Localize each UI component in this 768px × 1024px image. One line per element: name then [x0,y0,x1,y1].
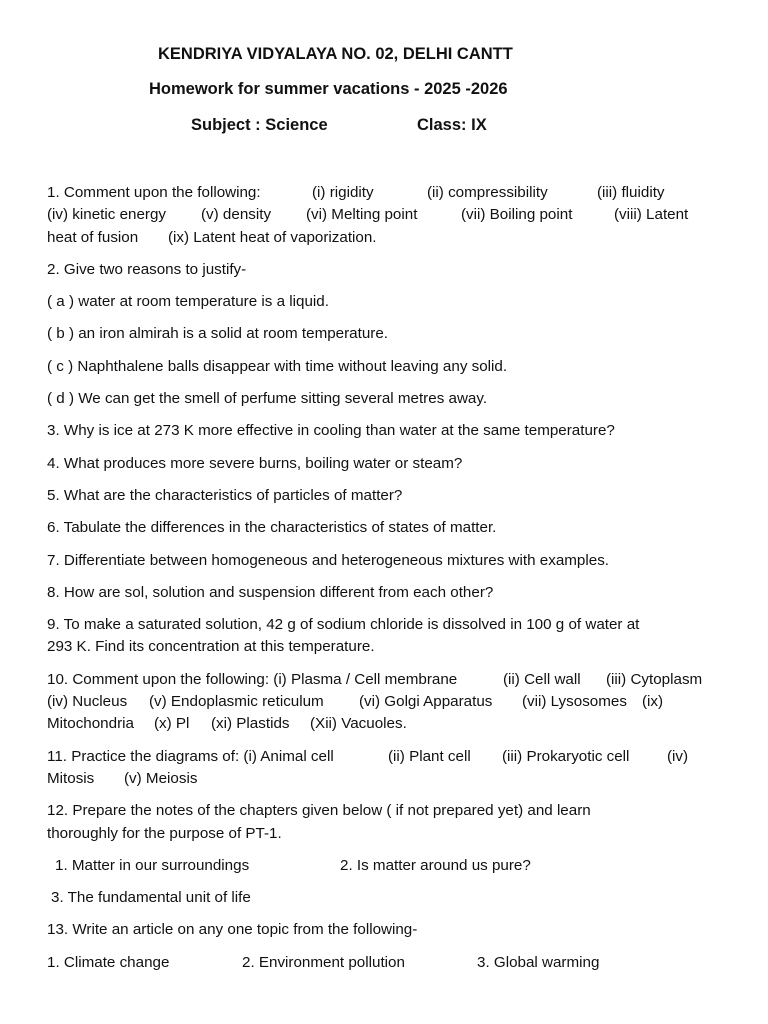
question-2-intro: 2. Give two reasons to justify- [47,260,247,278]
question-7: 7. Differentiate between homogeneous and heterogeneous mixtures with examples. [47,551,610,569]
question-2b: ( b ) an iron almirah is a solid at room temperature. [47,325,389,343]
q1-item: (v) density [201,206,272,224]
chapter-3: 3. The fundamental unit of life [51,889,251,907]
q11-item: (iv) [667,747,689,765]
q10-text: 10. Comment upon the following: (i) Plasma / Cell membrane [47,670,458,688]
q1-item: (ii) compressibility [427,184,548,201]
q12-line: thoroughly for the purpose of PT-1. [47,824,282,842]
q11-text: 11. Practice the diagrams of: (i) Animal cell [47,747,334,765]
question-list [47,182,717,984]
question-2a: ( a ) water at room temperature is a liquid. [47,293,329,311]
q1-item: heat of fusion [47,228,139,246]
q10-item: (iii) Cytoplasm [606,670,703,688]
question-8: 8. How are sol, solution and suspension different from each other? [47,583,494,601]
q11-item: (iii) Prokaryotic cell [502,747,630,765]
chapter-2: 2. Is matter around us pure? [340,856,531,874]
q1-text: 1. Comment upon the following: [47,184,261,201]
question-11 [47,746,717,791]
q10-item: (xi) Plastids [211,715,290,733]
article-topics [47,952,717,974]
question-2c: ( c ) Naphthalene balls disappear with time without leaving any solid. [47,357,508,375]
topic-1: 1. Climate change [47,953,170,971]
q1-item: (ix) Latent heat of vaporization. [168,228,377,246]
q1-item: (viii) Latent [614,206,689,224]
question-6: 6. Tabulate the differences in the characteristics of states of matter. [47,519,497,537]
q1-item: (vii) Boiling point [461,206,573,224]
school-name: KENDRIYA VIDYALAYA NO. 02, DELHI CANTT [158,45,513,63]
chapter-1: 1. Matter in our surroundings [55,856,250,874]
class-label: Class: IX [417,116,487,134]
q11-item: (v) Meiosis [124,769,198,787]
q1-item: (iv) kinetic energy [47,206,167,224]
q10-item: (v) Endoplasmic reticulum [149,693,324,711]
q9-line: 293 K. Find its concentration at this temperature. [47,638,375,656]
question-9 [47,614,717,659]
q10-item: (vii) Lysosomes [522,693,627,711]
q12-line: 12. Prepare the notes of the chapters given below ( if not prepared yet) and learn [47,802,591,820]
q1-item: (iii) fluidity [597,184,665,201]
q10-item: (vi) Golgi Apparatus [359,693,493,711]
topic-2: 2. Environment pollution [242,953,405,971]
q10-item: (ix) [642,693,664,711]
q11-item: Mitosis [47,769,95,787]
q1-item: (vi) Melting point [306,206,418,224]
question-5: 5. What are the characteristics of particles of matter? [47,486,403,504]
q9-line: 9. To make a saturated solution, 42 g of sodium chloride is dissolved in 100 g of water at [47,616,640,634]
question-12 [47,800,717,845]
topic-3: 3. Global warming [477,953,600,971]
chapter-list [47,855,717,877]
question-13-intro: 13. Write an article on any one topic from the following- [47,921,418,939]
q11-item: (ii) Plant cell [388,747,471,765]
q1-item: (i) rigidity [312,184,374,201]
q10-item: (Xii) Vacuoles. [310,715,407,733]
question-2d: ( d ) We can get the smell of perfume sitting several metres away. [47,390,488,408]
question-4: 4. What produces more severe burns, boiling water or steam? [47,454,463,472]
subject-label: Subject : Science [191,116,328,134]
homework-title: Homework for summer vacations - 2025 -2026 [149,80,508,98]
q10-item: (ii) Cell wall [503,670,581,688]
q10-item: (x) Pl [154,715,190,733]
question-10 [47,669,717,736]
q10-item: (iv) Nucleus [47,693,128,711]
q10-item: Mitochondria [47,715,134,733]
question-1 [47,182,717,249]
question-3: 3. Why is ice at 273 K more effective in cooling than water at the same temperature? [47,422,615,440]
